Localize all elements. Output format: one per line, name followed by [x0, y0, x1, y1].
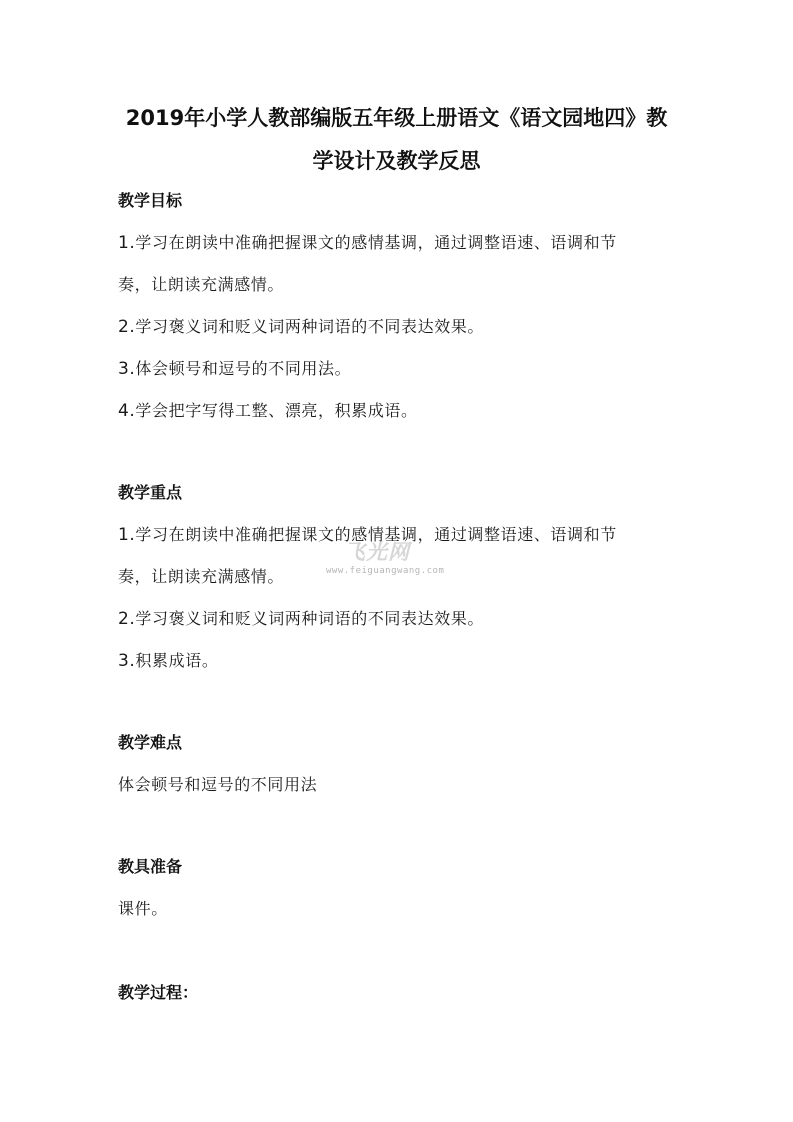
- section-heading-difficulties: 教学难点: [118, 733, 183, 752]
- section-heading-goals: 教学目标: [118, 191, 183, 210]
- materials-text: 课件。: [118, 899, 168, 918]
- goal-item-2-number: 2.: [118, 317, 136, 337]
- section-heading-key-points: 教学重点: [118, 483, 183, 502]
- key-point-item-1-text: 学习在朗读中准确把握课文的感情基调，通过调整语速、语调和节: [135, 525, 617, 544]
- goal-item-3-text: 体会顿号和逗号的不同用法。: [135, 359, 352, 378]
- key-point-item-3-number: 3.: [118, 651, 136, 671]
- goal-item-1-line-1: [118, 232, 678, 254]
- section-heading-process: 教学过程：: [118, 983, 199, 1002]
- key-point-item-1-line-2: 奏，让朗读充满感情。: [118, 567, 285, 586]
- key-point-item-2-number: 2.: [118, 609, 136, 629]
- goal-item-4-text: 学会把字写得工整、漂亮，积累成语。: [135, 401, 418, 420]
- key-point-item-3: [118, 650, 678, 672]
- goal-item-3: [118, 358, 678, 380]
- goal-item-1-text: 学习在朗读中准确把握课文的感情基调，通过调整语速、语调和节: [135, 233, 617, 252]
- key-point-item-3-text: 积累成语。: [135, 651, 219, 670]
- document-title-line-2: 学设计及教学反思: [312, 149, 481, 173]
- document-title-line-1: 2019年小学人教部编版五年级上册语文《语文园地四》教: [125, 106, 668, 130]
- section-heading-materials: 教具准备: [118, 857, 183, 876]
- goal-item-1-number: 1.: [118, 233, 136, 253]
- watermark-logo: 飞光网: [344, 540, 410, 564]
- key-point-item-1-line-1: [118, 524, 678, 546]
- difficulties-text: 体会顿号和逗号的不同用法: [118, 775, 318, 794]
- goal-item-3-number: 3.: [118, 359, 136, 379]
- goal-item-2-text: 学习褒义词和贬义词两种词语的不同表达效果。: [135, 317, 485, 336]
- goal-item-4-number: 4.: [118, 401, 136, 421]
- key-point-item-2-text: 学习褒义词和贬义词两种词语的不同表达效果。: [135, 609, 485, 628]
- goal-item-4: [118, 400, 678, 422]
- goal-item-1-line-2: 奏，让朗读充满感情。: [118, 275, 285, 294]
- key-point-item-1-number: 1.: [118, 525, 136, 545]
- watermark-url: www.feiguangwang.com: [326, 566, 445, 576]
- goal-item-2: [118, 316, 678, 338]
- key-point-item-2: [118, 608, 678, 630]
